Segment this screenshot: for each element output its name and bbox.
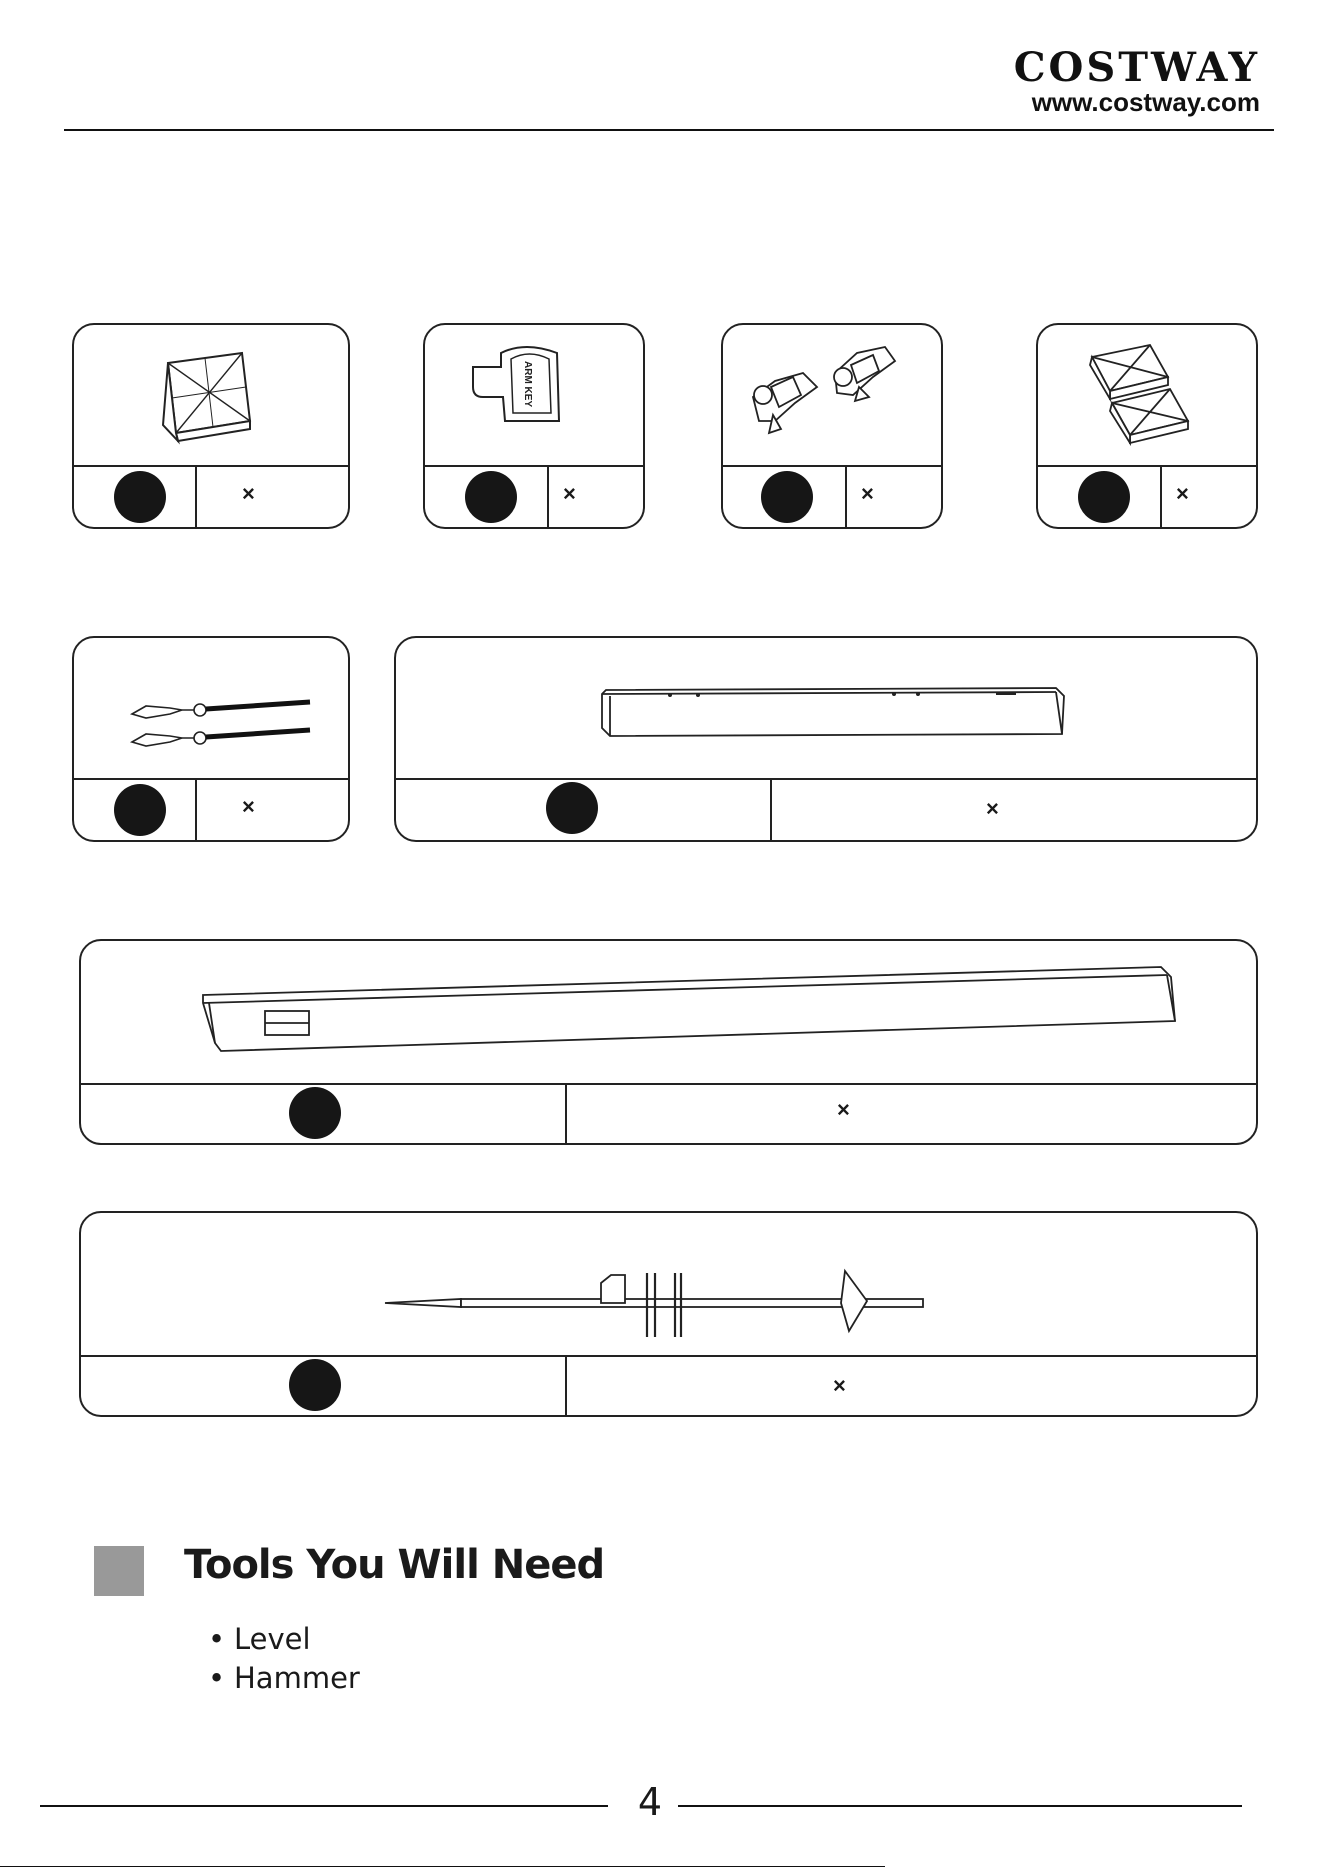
ground-stake-illustration — [81, 1213, 1256, 1357]
quantity-label: × — [861, 481, 874, 506]
part-card-short-rail — [394, 636, 1258, 842]
part-letter-badge — [289, 1087, 341, 1139]
part-letter-badge — [761, 471, 813, 523]
part-card-straps — [72, 636, 350, 842]
part-card-post-caps-pair — [1036, 323, 1258, 529]
post-cap-illustration — [74, 325, 348, 467]
short-rail-illustration — [396, 638, 1256, 780]
clamps-illustration — [723, 325, 941, 467]
anti-rise-key-illustration — [425, 325, 643, 467]
quantity-label: × — [986, 796, 999, 821]
quantity-label: × — [242, 794, 255, 819]
bullet: • — [208, 1622, 226, 1656]
tool-name: Hammer — [234, 1661, 360, 1695]
footer-rule-left — [40, 1805, 608, 1807]
quantity-label: × — [242, 481, 255, 506]
part-letter-badge — [1078, 471, 1130, 523]
straps-illustration — [74, 638, 348, 780]
part-card-long-rail — [79, 939, 1258, 1145]
page-number: 4 — [637, 1780, 663, 1824]
part-letter-badge — [114, 784, 166, 836]
tool-name: Level — [234, 1622, 311, 1656]
part-card-clamps — [721, 323, 943, 529]
post-caps-pair-illustration — [1038, 325, 1256, 467]
part-letter-badge — [465, 471, 517, 523]
brand-logo: COSTWAY — [1013, 44, 1260, 91]
quantity-label: × — [837, 1097, 850, 1122]
tools-heading: Tools You Will Need — [184, 1542, 605, 1588]
part-card-post-cap — [72, 323, 350, 529]
long-rail-illustration — [81, 941, 1256, 1085]
tool-item — [208, 1622, 311, 1656]
part-card-ground-stake — [79, 1211, 1258, 1417]
part-letter-badge — [289, 1359, 341, 1411]
footer-rule-right — [678, 1805, 1242, 1807]
part-card-anti-rise-key — [423, 323, 645, 529]
page-bottom-rule — [0, 1866, 885, 1867]
brand-url: www.costway.com — [1031, 87, 1260, 117]
part-letter-badge — [114, 471, 166, 523]
tool-item — [208, 1661, 360, 1695]
quantity-label: × — [1176, 481, 1189, 506]
header-rule — [64, 129, 1274, 131]
brand-header — [1013, 44, 1260, 117]
quantity-label: × — [833, 1373, 846, 1398]
section-marker — [94, 1546, 144, 1596]
bullet: • — [208, 1661, 226, 1695]
quantity-label: × — [563, 481, 576, 506]
part-letter-badge — [546, 782, 598, 834]
key-embossed-text: ARM KEY — [522, 361, 533, 408]
